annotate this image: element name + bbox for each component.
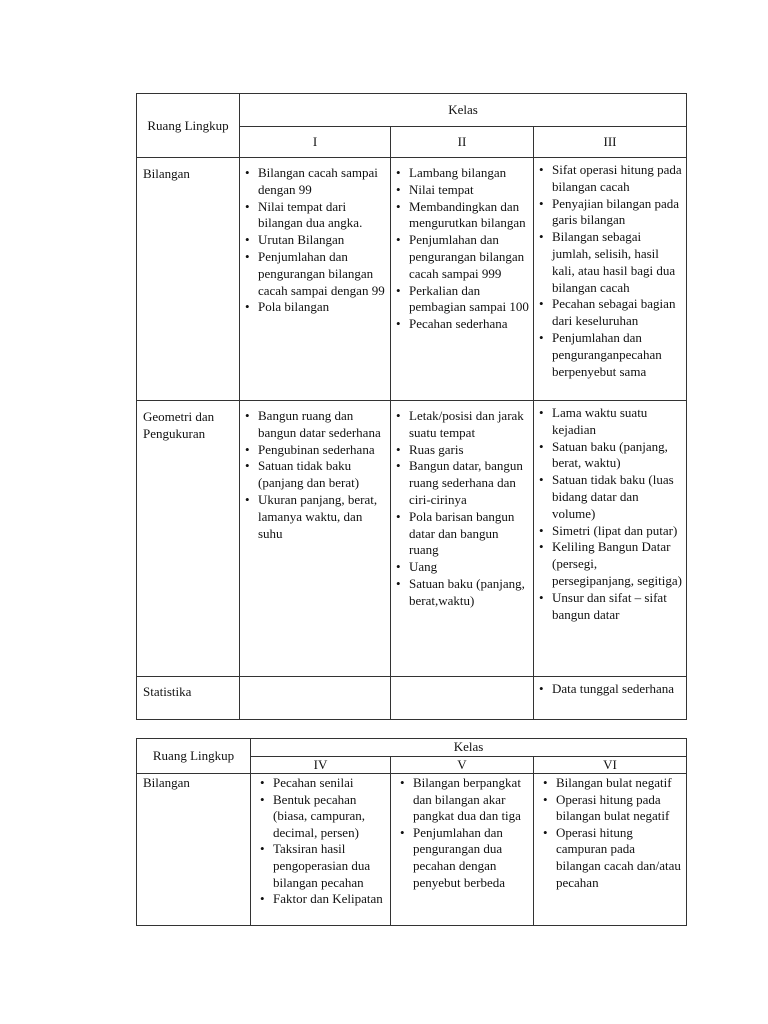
topic-item: • Urutan Bilangan <box>258 232 386 249</box>
topic-cell <box>240 158 391 401</box>
curriculum-table-grades-4-6 <box>136 738 687 926</box>
header-grade-2: II <box>391 127 534 158</box>
table-row <box>137 401 687 677</box>
topic-item: • Penjumlahan dan pengurangan bilangan cacah sampai 999 <box>409 232 529 282</box>
header-kelas: Kelas <box>240 94 687 127</box>
header-grade-5: V <box>391 756 534 774</box>
topic-item: • Faktor dan Kelipatan <box>273 891 386 908</box>
table-row <box>137 158 687 401</box>
header-ruang-lingkup: Ruang Lingkup <box>137 739 251 774</box>
header-grade-6: VI <box>534 756 687 774</box>
topic-item: • Nilai tempat dari bilangan dua angka. <box>258 199 386 233</box>
topic-item: • Bangun datar, bangun ruang sederhana dan ciri-cirinya <box>409 458 529 508</box>
topic-list <box>534 401 686 623</box>
topic-list <box>240 677 390 684</box>
topic-item: • Bilangan cacah sampai dengan 99 <box>258 165 386 199</box>
topic-cell <box>534 401 687 677</box>
topic-item: • Membandingkan dan mengurutkan bilangan <box>409 199 529 233</box>
topic-item: • Bentuk pecahan (biasa, campuran, decimal, persen) <box>273 792 386 842</box>
topic-list <box>251 774 390 908</box>
topic-item: • Taksiran hasil pengoperasian dua bilangan pecahan <box>273 841 386 891</box>
topic-list <box>534 677 686 698</box>
topic-item: • Operasi hitung pada bilangan bulat negatif <box>556 792 682 825</box>
topic-list <box>240 158 390 316</box>
topic-item: • Unsur dan sifat – sifat bangun datar <box>552 590 682 624</box>
row-label: Bilangan <box>137 774 251 926</box>
topic-item: • Satuan tidak baku (panjang dan berat) <box>258 458 386 492</box>
topic-item: • Perkalian dan pembagian sampai 100 <box>409 283 529 317</box>
topic-item: • Bilangan sebagai jumlah, selisih, hasil kali, atau hasil bagi dua bilangan cacah <box>552 229 682 296</box>
topic-item: • Lama waktu suatu kejadian <box>552 405 682 439</box>
topic-cell <box>391 677 534 720</box>
topic-item: • Keliling Bangun Datar (persegi, persegipanjang, segitiga) <box>552 539 682 589</box>
topic-item: • Data tunggal sederhana <box>552 681 682 698</box>
topic-list <box>240 401 390 542</box>
topic-cell <box>391 774 534 926</box>
topic-item: • Satuan baku (panjang, berat,waktu) <box>409 576 529 610</box>
topic-cell <box>534 158 687 401</box>
topic-cell <box>391 158 534 401</box>
row-label: Geometri dan Pengukuran <box>137 401 240 677</box>
topic-item: • Penjumlahan dan pengurangan bilangan cacah sampai dengan 99 <box>258 249 386 299</box>
topic-list <box>391 774 533 891</box>
topic-item: • Nilai tempat <box>409 182 529 199</box>
topic-item: • Penjumlahan dan pengurangan dua pecahan dengan penyebut berbeda <box>413 825 529 891</box>
topic-cell <box>240 677 391 720</box>
topic-item: • Lambang bilangan <box>409 165 529 182</box>
topic-item: • Pecahan senilai <box>273 775 386 792</box>
row-label: Bilangan <box>137 158 240 401</box>
topic-item: • Penjumlahan dan penguranganpecahan berpenyebut sama <box>552 330 682 380</box>
topic-item: • Bilangan bulat negatif <box>556 775 682 792</box>
topic-item: • Ukuran panjang, berat, lamanya waktu, dan suhu <box>258 492 386 542</box>
topic-cell <box>534 677 687 720</box>
header-grade-4: IV <box>251 756 391 774</box>
topic-list <box>391 677 533 684</box>
topic-item: • Satuan tidak baku (luas bidang datar dan volume) <box>552 472 682 522</box>
topic-item: • Simetri (lipat dan putar) <box>552 523 682 540</box>
topic-cell <box>251 774 391 926</box>
topic-item: • Ruas garis <box>409 442 529 459</box>
curriculum-table-grades-1-3 <box>136 93 687 720</box>
row-label: Statistika <box>137 677 240 720</box>
topic-list <box>391 158 533 333</box>
topic-item: • Pola bilangan <box>258 299 386 316</box>
header-ruang-lingkup: Ruang Lingkup <box>137 94 240 158</box>
topic-item: • Satuan baku (panjang, berat, waktu) <box>552 439 682 473</box>
topic-item: • Penyajian bilangan pada garis bilangan <box>552 196 682 230</box>
topic-cell <box>391 401 534 677</box>
header-grade-1: I <box>240 127 391 158</box>
topic-item: • Bangun ruang dan bangun datar sederhana <box>258 408 386 442</box>
topic-list <box>391 401 533 610</box>
topic-item: • Sifat operasi hitung pada bilangan cacah <box>552 162 682 196</box>
topic-item: • Pola barisan bangun datar dan bangun ruang <box>409 509 529 559</box>
topic-cell <box>534 774 687 926</box>
topic-cell <box>240 401 391 677</box>
header-grade-3: III <box>534 127 687 158</box>
topic-item: • Pecahan sederhana <box>409 316 529 333</box>
topic-item: • Letak/posisi dan jarak suatu tempat <box>409 408 529 442</box>
topic-list <box>534 158 686 380</box>
table-row <box>137 774 687 926</box>
topic-item: • Pecahan sebagai bagian dari keseluruhan <box>552 296 682 330</box>
header-kelas: Kelas <box>251 739 687 757</box>
topic-item: • Operasi hitung campuran pada bilangan cacah dan/atau pecahan <box>556 825 682 891</box>
topic-item: • Bilangan berpangkat dan bilangan akar pangkat dua dan tiga <box>413 775 529 825</box>
topic-item: • Uang <box>409 559 529 576</box>
table-row <box>137 677 687 720</box>
topic-item: • Pengubinan sederhana <box>258 442 386 459</box>
topic-list <box>534 774 686 891</box>
